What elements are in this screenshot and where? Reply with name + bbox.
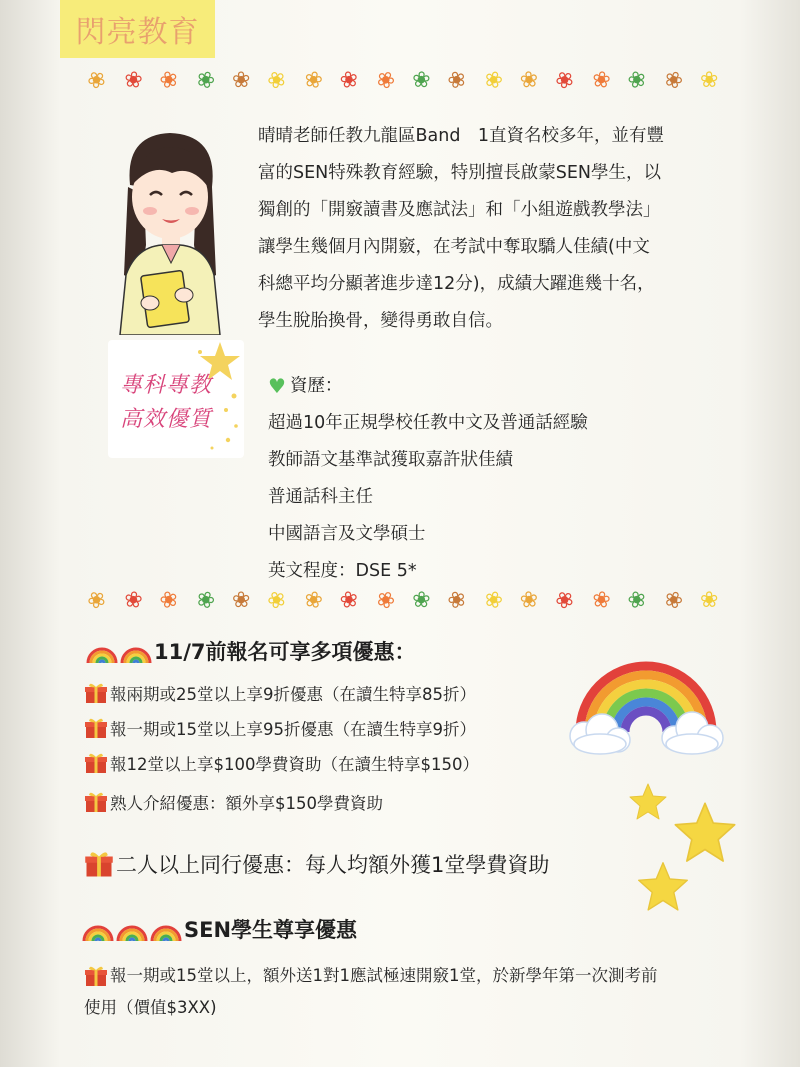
offers-title: 11/7前報名可享多項優惠： <box>154 640 416 664</box>
badge-line-1: 專科專教 <box>120 373 213 398</box>
maple-leaf-icon: ❀ <box>660 585 687 616</box>
maple-leaf-icon: ❀ <box>550 65 580 96</box>
intro-line: 學生脫胎換骨，變得勇敢自信。 <box>258 311 503 331</box>
gift-icon <box>84 716 108 740</box>
group-offer-text: 二人以上同行優惠：每人均額外獲1堂學費資助 <box>116 853 550 877</box>
maple-leaf-icon: ❀ <box>411 587 432 614</box>
rainbow-icon <box>150 915 182 943</box>
rainbow-icon <box>86 637 118 665</box>
maple-leaf-icon: ❀ <box>82 585 112 617</box>
gift-icon <box>84 790 108 814</box>
maple-leaf-icon: ❀ <box>192 65 219 96</box>
maple-leaf-icon: ❀ <box>411 67 432 94</box>
maple-leaf-icon: ❀ <box>550 585 580 616</box>
maple-leaf-icon: ❀ <box>699 587 719 614</box>
maple-leaf-icon: ❀ <box>371 65 400 96</box>
maple-leaf-icon: ❀ <box>122 66 144 95</box>
offer-item: 報一期或15堂以上享95折優惠（在讀生特享9折） <box>84 713 476 743</box>
maple-leaf-icon: ❀ <box>301 66 325 95</box>
qualification-item: 普通話科主任 <box>268 487 373 507</box>
maple-leaf-icon: ❀ <box>156 65 182 96</box>
rainbow-icon <box>82 915 114 943</box>
slogan-badge <box>108 340 244 458</box>
sen-offer-line-1: 報一期或15堂以上，額外送1對1應試極速開竅1堂，於新學年第一次測考前 <box>84 960 734 992</box>
teacher-intro <box>258 118 738 340</box>
qualifications-heading: ♥ 資歷： <box>268 368 688 405</box>
intro-line: 晴晴老師任教九龍區Band 1直資名校多年，並有豐 <box>258 126 665 146</box>
maple-leaf-icon: ❀ <box>231 587 251 614</box>
gift-icon <box>84 681 108 705</box>
sparkle-icon <box>108 340 244 458</box>
maple-leaf-icon: ❀ <box>590 66 613 95</box>
leaf-divider-top <box>82 65 728 98</box>
maple-leaf-icon: ❀ <box>480 585 506 616</box>
maple-leaf-icon: ❀ <box>590 586 613 615</box>
maple-leaf-icon: ❀ <box>301 586 325 615</box>
maple-leaf-icon: ❀ <box>444 65 470 96</box>
sen-offer-title: SEN學生尊享優惠 <box>184 918 358 942</box>
qualification-item: 英文程度：DSE 5* <box>268 561 417 581</box>
rainbow-icon <box>120 637 152 665</box>
maple-leaf-icon: ❀ <box>263 585 291 616</box>
rainbow-icon <box>116 915 148 943</box>
sen-offer-body <box>84 960 734 1024</box>
offer-item: 報12堂以上享$100學費資助（在讀生特享$150） <box>84 748 479 778</box>
gift-icon <box>84 849 114 879</box>
maple-leaf-icon: ❀ <box>263 65 291 96</box>
green-heart-icon: ♥ <box>268 374 286 398</box>
maple-leaf-icon: ❀ <box>192 585 219 616</box>
group-offer <box>84 846 549 882</box>
badge-line-2: 高效優質 <box>120 407 213 432</box>
maple-leaf-icon: ❀ <box>624 66 650 95</box>
brand-logo <box>60 0 215 58</box>
maple-leaf-icon: ❀ <box>337 66 361 95</box>
intro-line: 科總平均分顯著進步達12分)，成績大躍進幾十名， <box>258 274 655 294</box>
maple-leaf-icon: ❀ <box>624 586 650 615</box>
star-icon <box>628 782 668 822</box>
intro-line: 讓學生幾個月內開竅，在考試中奪取驕人佳績(中文 <box>258 237 650 257</box>
maple-leaf-icon: ❀ <box>82 65 112 97</box>
offers-heading <box>86 636 416 666</box>
maple-leaf-icon: ❀ <box>122 586 144 615</box>
leaf-divider-middle <box>82 585 728 618</box>
offer-item: 熟人介紹優惠：額外享$150學費資助 <box>84 787 383 817</box>
maple-leaf-icon: ❀ <box>518 587 540 614</box>
maple-leaf-icon: ❀ <box>371 585 400 616</box>
gift-icon <box>84 751 108 775</box>
maple-leaf-icon: ❀ <box>699 67 719 94</box>
offer-item: 報兩期或25堂以上享9折優惠（在讀生特享85折） <box>84 678 476 708</box>
star-icon <box>672 800 738 866</box>
intro-line: 富的SEN特殊教育經驗，特別擅長啟蒙SEN學生，以 <box>258 163 662 183</box>
qualifications <box>268 368 688 590</box>
rainbow-cloud-illustration <box>566 640 726 760</box>
sen-offer-heading <box>82 914 357 944</box>
maple-leaf-icon: ❀ <box>518 67 540 94</box>
sen-offer-line-2: 使用（價值$3XX) <box>84 998 217 1017</box>
maple-leaf-icon: ❀ <box>156 585 182 616</box>
intro-line: 獨創的「開竅讀書及應試法」和「小組遊戲教學法」 <box>258 200 661 220</box>
qualification-item: 中國語言及文學碩士 <box>268 524 426 544</box>
gift-icon <box>84 964 108 988</box>
qualification-item: 教師語文基準試獲取嘉許狀佳績 <box>268 450 513 470</box>
star-icon <box>636 860 690 914</box>
maple-leaf-icon: ❀ <box>660 65 687 96</box>
qualification-item: 超過10年正規學校任教中文及普通話經驗 <box>268 413 588 433</box>
logo-text: 閃亮教育 <box>75 15 200 50</box>
maple-leaf-icon: ❀ <box>231 67 251 94</box>
maple-leaf-icon: ❀ <box>337 586 361 615</box>
maple-leaf-icon: ❀ <box>444 585 470 616</box>
maple-leaf-icon: ❀ <box>480 65 506 96</box>
teacher-illustration <box>100 125 240 335</box>
